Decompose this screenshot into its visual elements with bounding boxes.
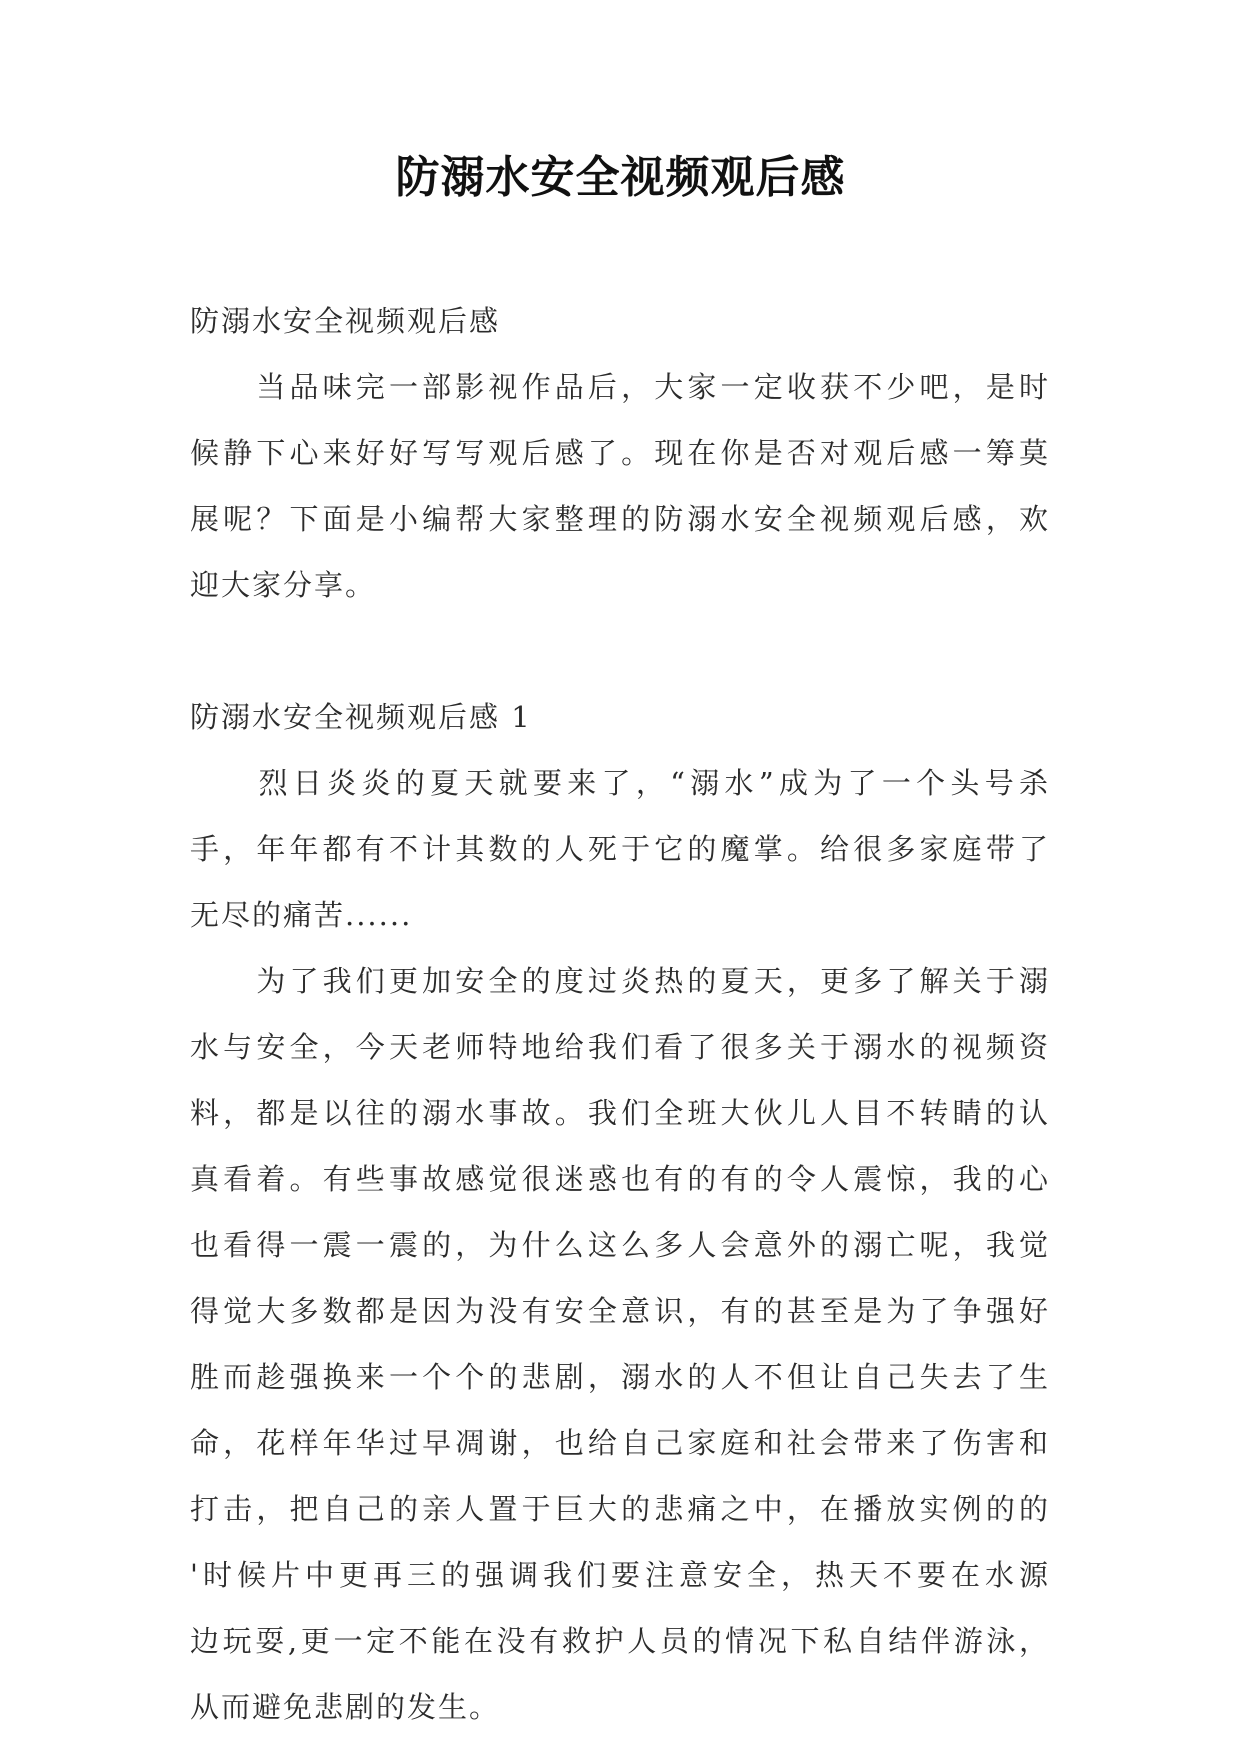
paragraph-line: 迎大家分享。: [190, 568, 377, 602]
paragraph-line: 无尽的痛苦......: [190, 898, 413, 932]
paragraph-line: 手，年年都有不计其数的人死于它的魔掌。给很多家庭带了: [190, 832, 1050, 866]
document-title: 防溺水安全视频观后感: [395, 152, 846, 203]
paragraph-line: 得觉大多数都是因为没有安全意识，有的甚至是为了争强好: [190, 1294, 1050, 1328]
section-heading: 防溺水安全视频观后感 1: [190, 700, 532, 734]
paragraph-line: 从而避免悲剧的发生。: [190, 1690, 501, 1724]
paragraph-line: 烈日炎炎的夏天就要来了，“溺水”成为了一个头号杀: [190, 766, 1050, 800]
paragraph-line: 命，花样年华过早凋谢，也给自己家庭和社会带来了伤害和: [190, 1426, 1050, 1460]
paragraph-line: 也看得一震一震的，为什么这么多人会意外的溺亡呢，我觉: [190, 1228, 1050, 1262]
paragraph-line: 真看着。有些事故感觉很迷惑也有的有的令人震惊，我的心: [190, 1162, 1050, 1196]
section1-paragraph-2: [190, 948, 1050, 1740]
paragraph-line: 展呢？下面是小编帮大家整理的防溺水安全视频观后感，欢: [190, 502, 1050, 536]
intro-paragraph: [190, 354, 1050, 618]
document-subtitle: 防溺水安全视频观后感: [190, 304, 501, 338]
paragraph-line: '时候片中更再三的强调我们要注意安全，热天不要在水源: [190, 1558, 1050, 1592]
paragraph-line: 当品味完一部影视作品后，大家一定收获不少吧，是时: [190, 370, 1050, 404]
paragraph-line: 候静下心来好好写写观后感了。现在你是否对观后感一筹莫: [190, 436, 1050, 470]
section-spacer: [190, 618, 1050, 684]
paragraph-line: 胜而趁强换来一个个的悲剧，溺水的人不但让自己失去了生: [190, 1360, 1050, 1394]
paragraph-line: 边玩耍,更一定不能在没有救护人员的情况下私自结伴游泳，: [190, 1624, 1050, 1658]
paragraph-line: 水与安全，今天老师特地给我们看了很多关于溺水的视频资: [190, 1030, 1050, 1064]
paragraph-line: 打击，把自己的亲人置于巨大的悲痛之中，在播放实例的的: [190, 1492, 1050, 1526]
section1-paragraph-1: [190, 750, 1050, 948]
paragraph-line: 料，都是以往的溺水事故。我们全班大伙儿人目不转睛的认: [190, 1096, 1050, 1130]
paragraph-line: 为了我们更加安全的度过炎热的夏天，更多了解关于溺: [190, 964, 1050, 998]
document-body: [190, 288, 1050, 1740]
